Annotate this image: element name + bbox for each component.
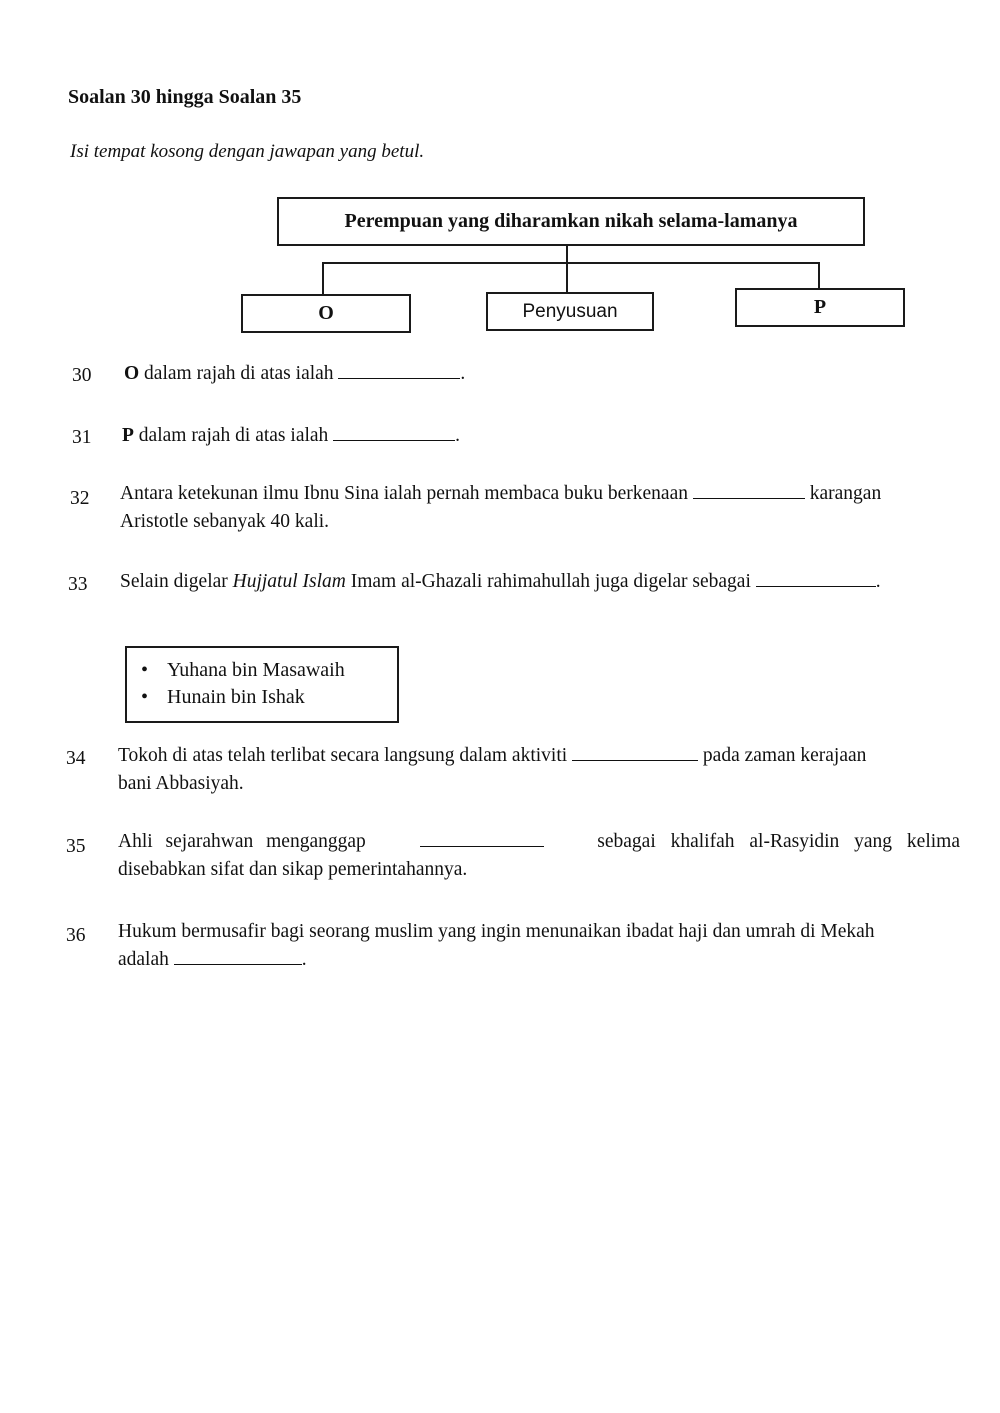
question-end: . [460,363,466,384]
question-30 [124,360,465,388]
question-end: . [875,571,881,592]
answer-blank[interactable] [338,360,460,379]
question-number: 30 [72,365,92,386]
question-text: dalam rajah di atas ialah [144,363,334,384]
question-number: 32 [70,488,90,509]
question-31 [122,422,460,450]
question-text: Antara ketekunan ilmu Ibnu Sina ialah pernah membaca buku berkenaan [120,483,688,504]
question-number: 35 [66,836,86,857]
question-italic-term: Hujjatul Islam [232,571,346,592]
figures-box [125,646,399,723]
question-32 [120,480,950,536]
question-text: dalam rajah di atas ialah [138,425,329,446]
question-36 [118,918,963,974]
question-34 [118,742,958,798]
diagram-connector [322,262,820,264]
figure-name: • Hunain bin Ishak [127,684,397,711]
question-text: adalah [118,949,169,970]
question-end: . [455,425,461,446]
question-35 [118,828,960,884]
diagram-root-box: Perempuan yang diharamkan nikah selama-lamanya [277,197,865,246]
diagram-connector [818,262,820,288]
diagram-box-p: P [735,288,905,327]
answer-blank[interactable] [693,480,805,499]
question-number: 31 [72,427,92,448]
section-title: Soalan 30 hingga Soalan 35 [68,86,302,108]
diagram-box-o: O [241,294,411,333]
answer-blank[interactable] [572,742,698,761]
question-text: Selain digelar [120,571,228,592]
question-text: Imam al-Ghazali rahimahullah juga digelar sebagai [350,571,751,592]
question-text: Tokoh di atas telah terlibat secara langsung dalam aktiviti [118,745,568,766]
question-label: P [122,425,134,446]
question-text-line2: Aristotle sebanyak 40 kali. [120,511,330,532]
answer-blank[interactable] [333,422,455,441]
question-text-after: karangan [809,483,882,504]
answer-blank[interactable] [174,946,302,965]
question-text-line2: bani Abbasiyah. [118,773,244,794]
answer-blank[interactable] [420,828,544,847]
question-text-after: pada zaman kerajaan [702,745,867,766]
question-number: 34 [66,748,86,769]
diagram-connector [322,262,324,294]
question-end: . [301,949,307,970]
question-text-line2: disebabkan sifat dan sikap pemerintahannya. [118,859,468,880]
diagram-box-penyusuan: Penyusuan [486,292,654,331]
question-33 [120,568,960,596]
question-text: Ahli sejarahwan menganggap [118,831,366,852]
figure-name: • Yuhana bin Masawaih [127,657,397,684]
question-text-after: sebagai khalifah al-Rasyidin yang kelima [597,831,960,852]
answer-blank[interactable] [756,568,876,587]
instruction-text: Isi tempat kosong dengan jawapan yang betul. [70,141,425,162]
diagram-connector [566,262,568,292]
question-number: 33 [68,574,88,595]
diagram-connector [566,246,568,263]
question-text: Hukum bermusafir bagi seorang muslim yang ingin menunaikan ibadat haji dan umrah di Mekah [118,921,875,942]
question-label: O [124,363,140,384]
question-number: 36 [66,925,86,946]
